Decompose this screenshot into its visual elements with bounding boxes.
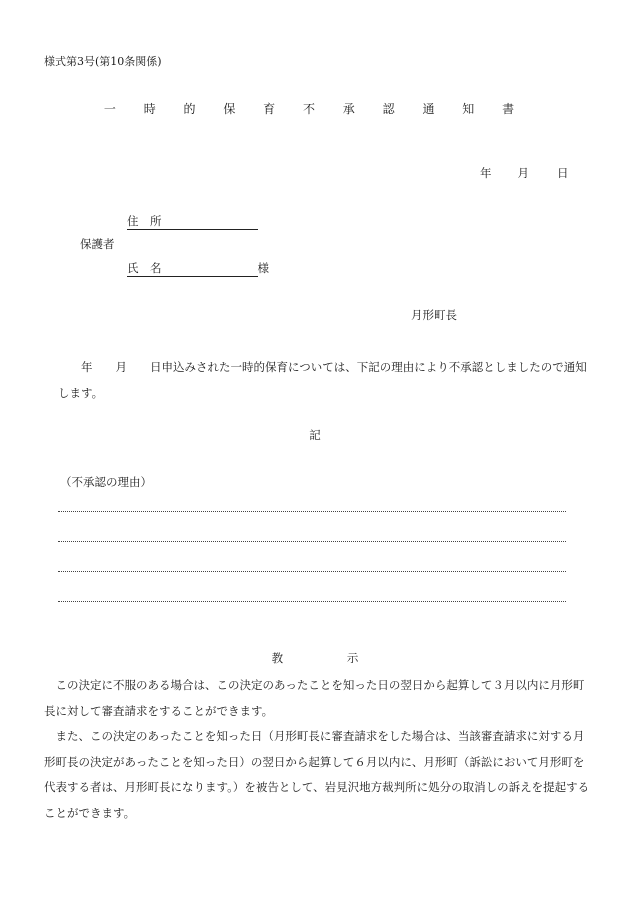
name-label: 氏 名 [127, 260, 258, 277]
issue-date [480, 165, 569, 181]
instruction-text [44, 673, 592, 826]
reason-line-2 [58, 541, 566, 542]
date-year: 年 [480, 166, 492, 180]
address-label: 住 所 [127, 213, 258, 230]
honorific: 様 [257, 261, 269, 275]
ki-heading: 記 [309, 428, 321, 442]
issuer-name: 月形町長 [411, 308, 457, 322]
form-number: 様式第3号(第10条関係) [44, 55, 162, 68]
reason-label: （不承認の理由） [60, 475, 152, 489]
reason-line-3 [58, 571, 566, 572]
instruction-paragraph-2: また、この決定のあったことを知った日（月形町長に審査請求をした場合は、当該審査請求に対する月形町長の決定があったことを知った日）の翌日から起算して６月以内に、月形町（訴訟において月形町を代表する者は、月形町長になります。）を被告として、岩見沢地方裁判所に処分の取消しの訴えを提起することができます。 [44, 729, 590, 820]
document-title: 一 時 的 保 育 不 承 認 通 知 書 [103, 102, 527, 116]
instruction-heading: 教 示 [271, 651, 389, 665]
notice-body: 年 月 日申込みされた一時的保育については、下記の理由により不承認としましたので通知します。 [58, 360, 587, 400]
reason-line-4 [58, 601, 566, 602]
name-row [127, 260, 269, 277]
reason-line-1 [58, 511, 566, 512]
date-month: 月 [517, 166, 529, 180]
instruction-paragraph-1: この決定に不服のある場合は、この決定のあったことを知った日の翌日から起算して３月以内に月形町長に対して審査請求をすることができます。 [44, 678, 585, 718]
address-row [127, 213, 258, 230]
guardian-label: 保護者 [80, 237, 115, 251]
date-day: 日 [557, 166, 569, 180]
